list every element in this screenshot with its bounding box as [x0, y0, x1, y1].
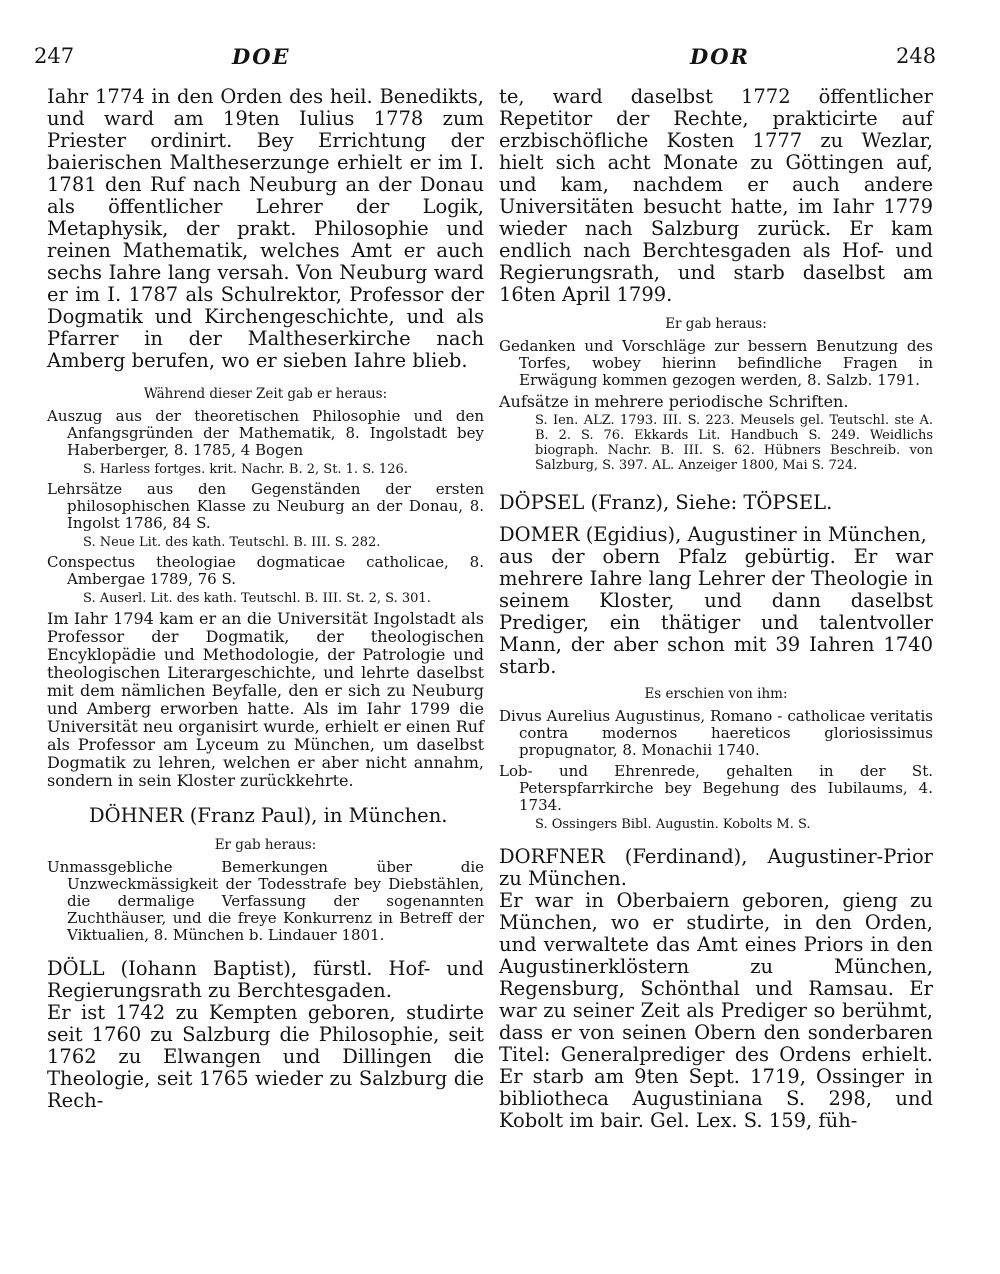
- right-page-number: 248: [896, 44, 937, 68]
- reference-note: S. Ossingers Bibl. Augustin. Kobolts M. S.: [535, 817, 811, 832]
- right-column: [499, 86, 933, 1132]
- reference-note: S. Ien. ALZ. 1793. III. S. 223. Meusels gel. Teutschl. ste A. B. 2. S. 76. Ekkards Lit. Handbuch S. 249. Weidlichs biograph. Nachr. B. III. S. 62. Hübners Beschreib. von Salzburg, S. 397. AL. Anzeiger 1800, Mai S. 724.: [535, 413, 933, 473]
- appeared-label: Es erschien von ihm:: [644, 686, 788, 702]
- reference-note: S. Auserl. Lit. des kath. Teutschl. B. III. St. 2, S. 301.: [83, 591, 431, 606]
- left-page-number: 247: [34, 44, 75, 68]
- published-label: Er gab heraus:: [665, 316, 767, 332]
- reference-note: S. Neue Lit. des kath. Teutschl. B. III. S. 282.: [83, 535, 381, 550]
- reference-note: S. Harless fortges. krit. Nachr. B. 2, St. 1. S. 126.: [83, 462, 408, 477]
- entry-heading-doll: DÖLL (Iohann Baptist), fürstl. Hof- und Regierungsrath zu Berchtesgaden.: [47, 957, 484, 1002]
- bibliography-entry: Lehrsätze aus den Gegenständen der ersten philosophischen Klasse zu Neuburg an der Donau, 8. Ingolst 1786, 84 S.: [47, 480, 484, 532]
- bibliography-entry: Divus Aurelius Augustinus, Romano - catholicae veritatis contra modernos haereticos gloriosissimus propugnator, 8. Monachii 1740.: [499, 707, 933, 759]
- entry-text-doll: Er ist 1742 zu Kempten geboren, studirte seit 1760 zu Salzburg die Philosophie, seit 1762 zu Elwangen und Dillingen die Theologie, seit 1765 wieder zu Salzburg die Rech-: [47, 1001, 484, 1112]
- during-this-time-label: Während dieser Zeit gab er heraus:: [143, 386, 388, 402]
- entry-heading-domer: DOMER (Egidius), Augustiner in München,: [499, 523, 927, 546]
- bibliography-entry: Gedanken und Vorschläge zur bessern Benutzung des Torfes, wobey hierinn befindliche Fragen in Erwägung kommen gezogen werden, 8. Salzb. 1791.: [499, 337, 933, 389]
- published-label: Er gab heraus:: [214, 837, 317, 853]
- left-running-head: DOE: [232, 44, 291, 69]
- bibliography-entry: Unmassgebliche Bemerkungen über die Unzweckmässigkeit der Todesstrafe bey Diebstählen, die dermalige Verfassung der sogenannten Zuchthäuser, und die freye Konkurrenz in Betreff der Viktualien, 8. München b. Lindauer 1801.: [47, 858, 484, 944]
- right-running-head: DOR: [690, 44, 750, 69]
- right-intro-paragraph: te, ward daselbst 1772 öffentlicher Repetitor der Rechte, prakticirte auf erzbischöfliche Kosten 1777 zu Wezlar, hielt sich acht Monate zu Göttingen auf, und kam, nachdem er auch andere Universitäten besucht hatte, im Iahr 1779 wieder nach Salzburg zurück. Er kam endlich nach Berchtesgaden als Hof- und Regierungsrath, und starb daselbst am 16ten April 1799.: [499, 85, 933, 306]
- entry-heading-dopsel: DÖPSEL (Franz), Siehe: TÖPSEL.: [499, 491, 833, 514]
- left-column: [47, 86, 484, 1112]
- left-intro-paragraph: Iahr 1774 in den Orden des heil. Benedikts, und ward am 19ten Iulius 1778 zum Priester ordinirt. Bey Errichtung der baierischen Maltheserzunge erhielt er im I. 1781 den Ruf nach Neuburg an der Donau als öffentlicher Lehrer der Logik, Metaphysik, der prakt. Philosophie und reinen Mathematik, welches Amt er auch sechs Iahre lang versah. Von Neuburg ward er im I. 1787 als Schulrektor, Professor der Dogmatik und Kirchengeschichte, und als Pfarrer in der Maltheserkirche nach Amberg berufen, wo er sieben Iahre blieb.: [47, 85, 484, 372]
- bibliography-entry: Auszug aus der theoretischen Philosophie und den Anfangsgründen der Mathematik, 8. Ingolstadt bey Haberberger, 8. 1785, 4 Bogen: [47, 407, 484, 459]
- page-header: [0, 44, 1000, 78]
- bibliography-entry: Lob- und Ehrenrede, gehalten in der St. Peterspfarrkirche bey Begehung des Iubilaums, 4. 1734.: [499, 762, 933, 814]
- bibliography-entry: Conspectus theologiae dogmaticae catholicae, 8. Ambergae 1789, 76 S.: [47, 553, 484, 588]
- left-second-paragraph: Im Iahr 1794 kam er an die Universität Ingolstadt als Professor der Dogmatik, der theologischen Encyklopädie und Methodologie, der Patrologie und theologischen Literargeschichte, und lehrte daselbst mit dem nämlichen Beyfalle, den er sich zu Neuburg und Amberg erworben hatte. Als im Iahr 1799 die Universität neu organisirt wurde, erhielt er einen Ruf als Professor am Lyceum zu München, um daselbst Dogmatik zu lehren, welchen er aber nicht annahm, sondern in sein Kloster zurückkehrte.: [47, 609, 484, 790]
- bibliography-entry: Aufsätze in mehrere periodische Schriften.: [499, 392, 849, 411]
- entry-heading-dohner: DÖHNER (Franz Paul), in München.: [89, 804, 448, 827]
- entry-text-dorfner: Er war in Oberbaiern geboren, gieng zu München, wo er studirte, in den Orden, und verwaltete das Amt eines Priors in den Augustinerklöstern zu München, Regensburg, Schönthal und Ramsau. Er war zu seiner Zeit als Prediger so berühmt, dass er von seinen Obern den sonderbaren Titel: Generalprediger des Ordens erhielt. Er starb am 9ten Sept. 1719, Ossinger in bibliotheca Augustiniana S. 298, und Kobolt im bair. Gel. Lex. S. 159, füh-: [499, 889, 933, 1132]
- entry-heading-dorfner: DORFNER (Ferdinand), Augustiner-Prior zu München.: [499, 845, 933, 890]
- entry-text-domer: aus der obern Pfalz gebürtig. Er war mehrere Iahre lang Lehrer der Theologie in seinem Kloster, und dann daselbst Prediger, ein thätiger und talentvoller Mann, der aber schon mit 39 Iahren 1740 starb.: [499, 545, 933, 678]
